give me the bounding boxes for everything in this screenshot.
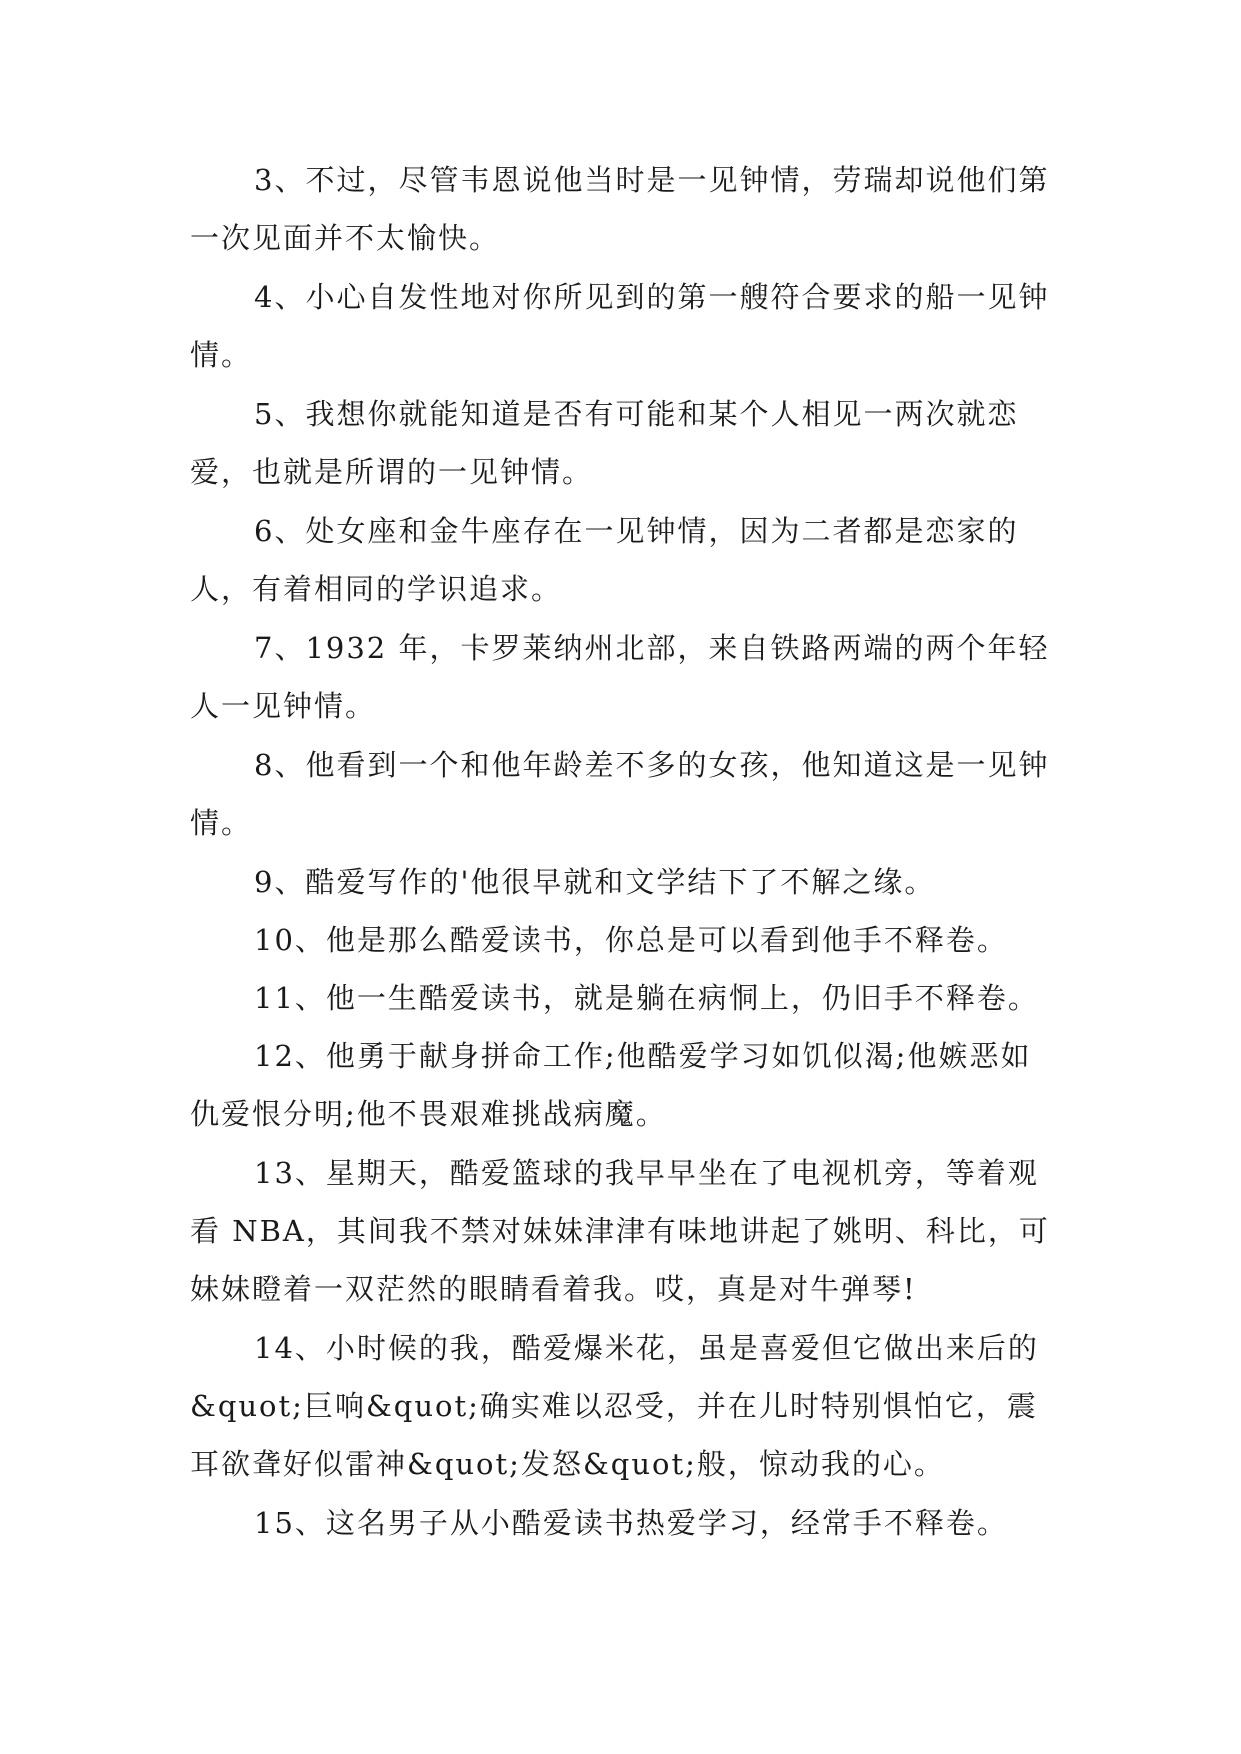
paragraph-8: 8、他看到一个和他年龄差不多的女孩，他知道这是一见钟情。	[190, 748, 1050, 840]
paragraph-11: 11、他一生酷爱读书，就是躺在病恫上，仍旧手不释卷。	[254, 981, 1039, 1015]
paragraph-9: 9、酷爱写作的'他很早就和文学结下了不解之缘。	[254, 865, 936, 899]
paragraph-4: 4、小心自发性地对你所见到的第一艘符合要求的船一见钟情。	[190, 280, 1050, 372]
paragraph-13: 13、星期天，酷爱篮球的我早早坐在了电视机旁，等着观看 NBA，其间我不禁对妹妹津津有味地讲起了姚明、科比，可妹妹瞪着一双茫然的眼睛看着我。哎，真是对牛弹琴!	[190, 1156, 1050, 1306]
paragraph-14: 14、小时候的我，酷爱爆米花，虽是喜爱但它做出来后的&quot;巨响&quot;确实难以忍受，并在儿时特别惧怕它，震耳欲聋好似雷神&quot;发怒&quot;般，惊动我的心。	[190, 1331, 1039, 1481]
paragraph-6: 6、处女座和金牛座存在一见钟情，因为二者都是恋家的人，有着相同的学识追求。	[190, 514, 1019, 606]
paragraph-3: 3、不过，尽管韦恩说他当时是一见钟情，劳瑞却说他们第一次见面并不太愉快。	[190, 163, 1050, 255]
paragraph-15: 15、这名男子从小酷爱读书热爱学习，经常手不释卷。	[254, 1506, 1008, 1540]
paragraph-5: 5、我想你就能知道是否有可能和某个人相见一两次就恋爱，也就是所谓的一见钟情。	[190, 397, 1019, 489]
paragraph-12: 12、他勇于献身拼命工作;他酷爱学习如饥似渴;他嫉恶如仇爱恨分明;他不畏艰难挑战病魔。	[190, 1039, 1032, 1131]
paragraph-10: 10、他是那么酷爱读书，你总是可以看到他手不释卷。	[254, 923, 1008, 957]
paragraph-7: 7、1932 年，卡罗莱纳州北部，来自铁路两端的两个年轻人一见钟情。	[190, 631, 1050, 723]
